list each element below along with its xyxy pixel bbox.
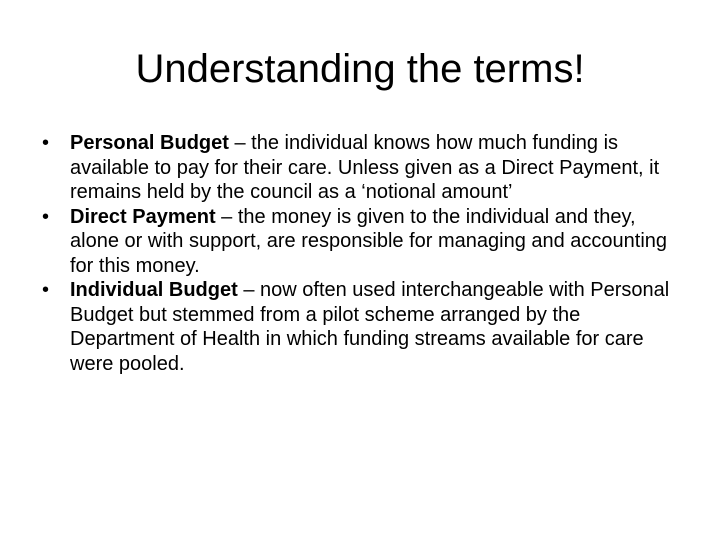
bullet-icon: • (42, 205, 50, 228)
term-personal-budget: Personal Budget (70, 132, 229, 154)
term-direct-payment: Direct Payment (70, 205, 216, 228)
definition-personal-budget: – the individual knows how much funding is available to pay for their care. Unless given as a Direct Payment, it remains held by the council as a ‘notional amount’ (70, 132, 660, 203)
definition-individual-budget: – now often used interchangeable with Personal Budget but stemmed from a pilot scheme arranged by the Department of Health in which funding streams available for care were pooled. (70, 279, 670, 375)
bullet-icon: • (42, 279, 50, 301)
bullet-icon: • (42, 132, 50, 154)
bullet-item-personal-budget (42, 131, 682, 205)
definition-direct-payment: – the money is given to the individual and they, alone or with support, are responsible for managing and accounting for this money. (70, 205, 668, 277)
bullet-item-direct-payment (42, 205, 682, 279)
term-individual-budget: Individual Budget (70, 279, 238, 301)
bullet-item-individual-budget (42, 278, 682, 376)
slide-title: Understanding the terms! (135, 47, 585, 91)
bullet-list (42, 131, 682, 376)
